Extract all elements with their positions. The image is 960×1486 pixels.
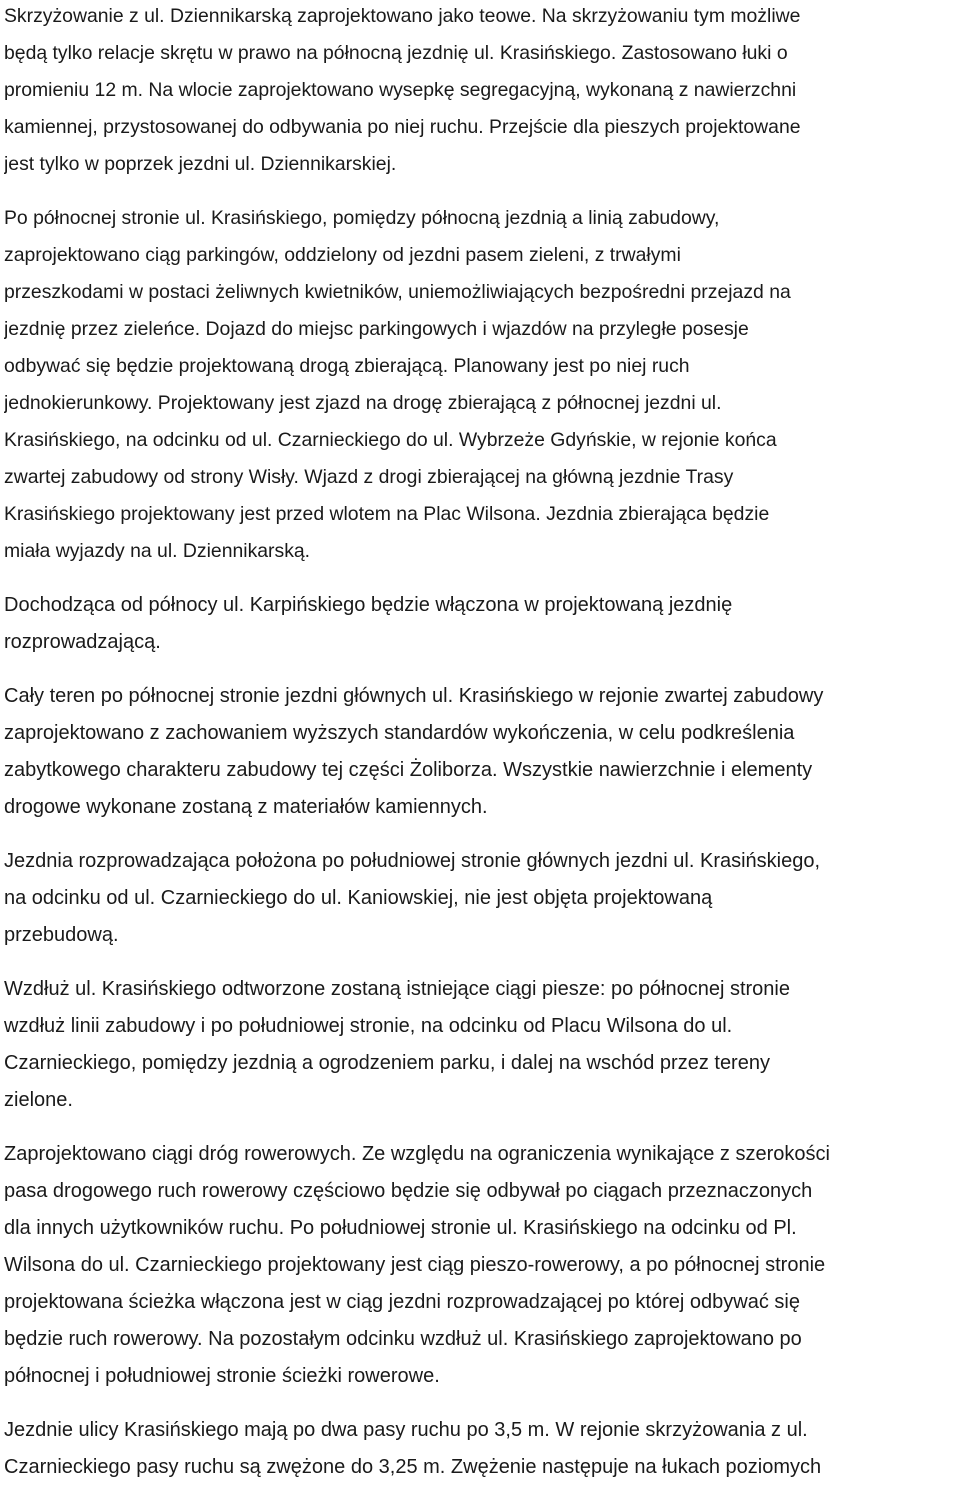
paragraph-north-side-finishing: Cały teren po północnej stronie jezdni głównych ul. Krasińskiego w rejonie zwartej zabudowy zaprojektowano z zachowaniem wyższych standardów wykończenia, w celu podkreślenia zabytkowego charakteru zabudowy tej części Żoliborza. Wszystkie nawierzchnie i elementy drogowe wykonane zostaną z materiałów kamiennych. [4,685,824,818]
paragraph-lane-widths: Jezdnie ulicy Krasińskiego mają po dwa pasy ruchu po 3,5 m. W rejonie skrzyżowania z ul. Czarnieckiego pasy ruchu są zwężone do 3,25 m. Zwężenie następuje na łukach poziomych [4,1419,822,1478]
paragraph-bicycle-paths: Zaprojektowano ciągi dróg rowerowych. Ze względu na ograniczenia wynikające z szerokości pasa drogowego ruch rowerowy częściowo będzie się odbywał po ciągach przeznaczonych dla innych użytkowników ruchu. Po południowej stronie ul. Krasińskiego na odcinku od Pl. Wilsona do ul. Czarnieckiego projektowany jest ciąg pieszo-rowerowy, a po północnej stronie projektowana ścieżka włączona jest w ciąg jezdni rozprowadzającej po której odbywać się będzie ruch rowerowy. Na pozostałym odcinku wzdłuż ul. Krasińskiego zaprojektowano po północnej i południowej stronie ścieżki rowerowe. [4,1143,830,1387]
paragraph-parking-north-side: Po północnej stronie ul. Krasińskiego, pomiędzy północną jezdnią a linią zabudowy, zaprojektowano ciąg parkingów, oddzielony od jezdni pasem zieleni, z trwałymi przeszkodami w postaci żeliwnych kwietników, uniemożliwiających bezpośredni przejazd na jezdnię przez zieleńce. Dojazd do miejsc parkingowych i wjazdów na przyległe posesje odbywać się będzie projektowaną drogą zbierającą. Planowany jest po niej ruch jednokierunkowy. Projektowany jest zjazd na drogę zbierającą z północnej jezdni ul. Krasińskiego, na odcinku od ul. Czarnieckiego do ul. Wybrzeże Gdyńskie, w rejonie końca zwartej zabudowy od strony Wisły. Wjazd z drogi zbierającej na główną jezdnie Trasy Krasińskiego projektowany jest przed wlotem na Plac Wilsona. Jezdnia zbierająca będzie miała wyjazdy na ul. Dziennikarską. [4,207,791,562]
paragraph-karpinskiego-street: Dochodząca od północy ul. Karpińskiego będzie włączona w projektowaną jezdnię rozprowadzającą. [4,594,733,653]
paragraph-distributing-roadway: Jezdnia rozprowadzająca położona po południowej stronie głównych jezdni ul. Krasińskiego, na odcinku od ul. Czarnieckiego do ul. Kaniowskiej, nie jest objęta projektowaną przebudową. [4,850,821,946]
paragraph-pedestrian-paths: Wzdłuż ul. Krasińskiego odtworzone zostaną istniejące ciągi piesze: po północnej stronie wzdłuż linii zabudowy i po południowej stronie, na odcinku od Placu Wilsona do ul. Czarnieckiego, pomiędzy jezdnią a ogrodzeniem parku, i dalej na wschód przez tereny zielone. [4,978,790,1111]
paragraph-dziennikarska-intersection: Skrzyżowanie z ul. Dziennikarską zaprojektowano jako teowe. Na skrzyżowaniu tym możliwe będą tylko relacje skrętu w prawo na północną jezdnię ul. Krasińskiego. Zastosowano łuki o promieniu 12 m. Na wlocie zaprojektowano wysepkę segregacyjną, wykonaną z nawierzchni kamiennej, przystosowanej do odbywania po niej ruchu. Przejście dla pieszych projektowane jest tylko w poprzek jezdni ul. Dziennikarskiej. [4,5,801,175]
